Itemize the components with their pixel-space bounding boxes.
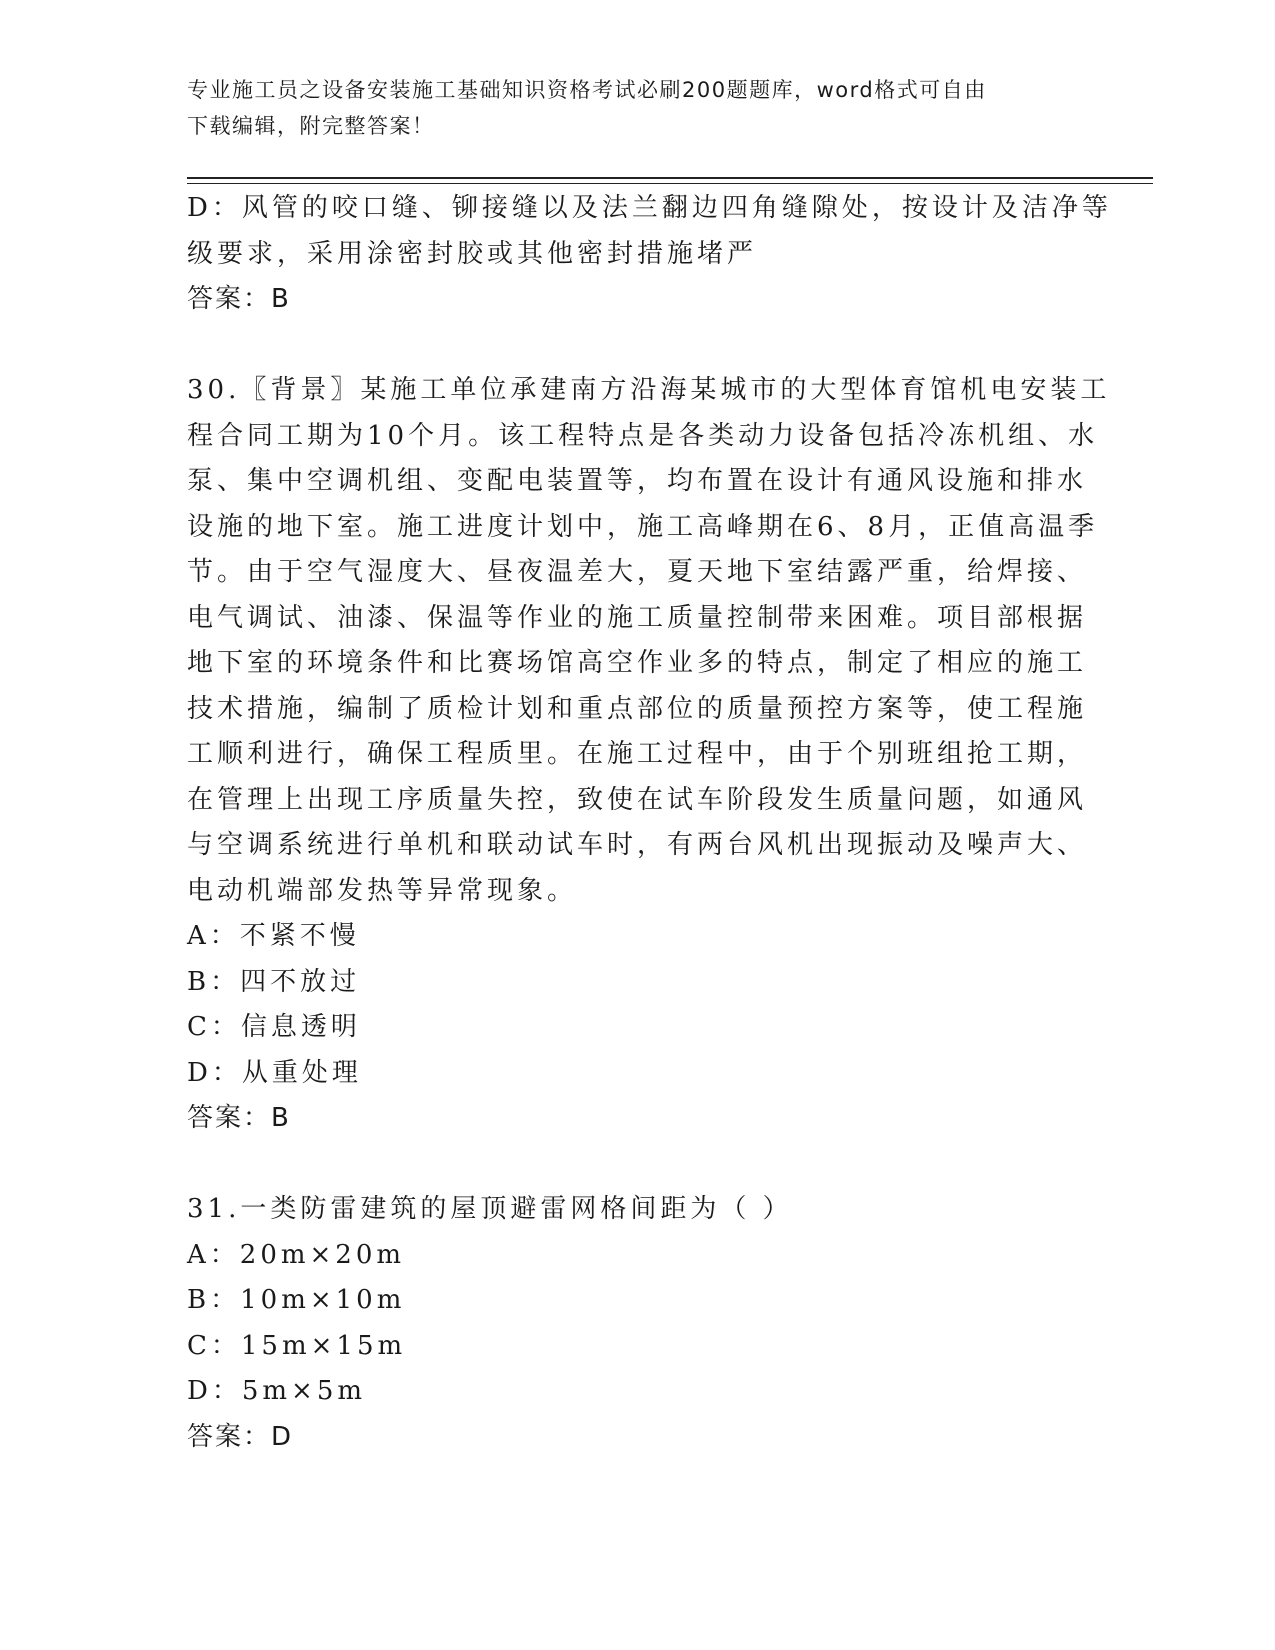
answer-line: 答案：D bbox=[187, 1421, 294, 1452]
question-stem-line: 电动机端部发热等异常现象。 bbox=[187, 875, 578, 906]
question-stem-line: 地下室的环境条件和比赛场馆高空作业多的特点，制定了相应的施工 bbox=[187, 648, 1088, 678]
question-stem-line: 节。由于空气湿度大、昼夜温差大，夏天地下室结露严重，给焊接、 bbox=[187, 557, 1088, 587]
document-header bbox=[187, 72, 1067, 144]
spacer bbox=[187, 1142, 1067, 1188]
header-line-1: 专业施工员之设备安装施工基础知识资格考试必刷200题题库，word格式可自由 bbox=[187, 78, 987, 102]
document-body bbox=[187, 186, 1112, 1460]
question-stem-line: 程合同工期为10个月。该工程特点是各类动力设备包括冷冻机组、水 bbox=[187, 420, 1099, 451]
question-stem-line: 30.〖背景〗某施工单位承建南方沿海某城市的大型体育馆机电安装工 bbox=[187, 375, 1111, 405]
question-stem-line: 在管理上出现工序质量失控，致使在试车阶段发生质量问题，如通风 bbox=[187, 784, 1088, 815]
question-29-tail bbox=[187, 186, 1112, 323]
option-b: B：四不放过 bbox=[187, 966, 361, 997]
option-d-line-2: 级要求，采用涂密封胶或其他密封措施堵严 bbox=[187, 238, 758, 269]
answer-line: 答案：B bbox=[187, 1103, 291, 1133]
question-stem-line: 电气调试、油漆、保温等作业的施工质量控制带来困难。项目部根据 bbox=[187, 602, 1088, 633]
header-line-2: 下载编辑，附完整答案！ bbox=[187, 114, 435, 138]
option-a: A：不紧不慢 bbox=[187, 921, 360, 951]
question-31 bbox=[187, 1187, 1067, 1460]
header-divider-thin bbox=[187, 183, 1153, 184]
question-stem: 31.一类防雷建筑的屋顶避雷网格间距为（ ） bbox=[187, 1194, 793, 1224]
header-divider-thick bbox=[187, 177, 1153, 179]
question-stem-line: 泵、集中空调机组、变配电装置等，均布置在设计有通风设施和排水 bbox=[187, 466, 1088, 496]
question-stem-line: 工顺利进行，确保工程质里。在施工过程中，由于个别班组抢工期， bbox=[187, 739, 1088, 769]
option-d: D：从重处理 bbox=[187, 1057, 362, 1088]
question-stem-line: 设施的地下室。施工进度计划中，施工高峰期在6、8月，正值高温季 bbox=[187, 511, 1099, 542]
option-c: C：15m×15m bbox=[187, 1330, 407, 1361]
question-30 bbox=[187, 368, 1111, 1142]
question-stem-line: 与空调系统进行单机和联动试车时，有两台风机出现振动及噪声大、 bbox=[187, 830, 1088, 860]
answer-line: 答案：B bbox=[187, 284, 291, 314]
option-c: C：信息透明 bbox=[187, 1012, 361, 1042]
option-b: B：10m×10m bbox=[187, 1285, 406, 1315]
option-d: D：5m×5m bbox=[187, 1376, 367, 1406]
spacer bbox=[187, 323, 1067, 369]
question-stem-line: 技术措施，编制了质检计划和重点部位的质量预控方案等，使工程施 bbox=[187, 693, 1088, 724]
option-a: A：20m×20m bbox=[187, 1239, 406, 1270]
option-d-line-1: D：风管的咬口缝、铆接缝以及法兰翻边四角缝隙处，按设计及洁净等 bbox=[187, 193, 1112, 223]
